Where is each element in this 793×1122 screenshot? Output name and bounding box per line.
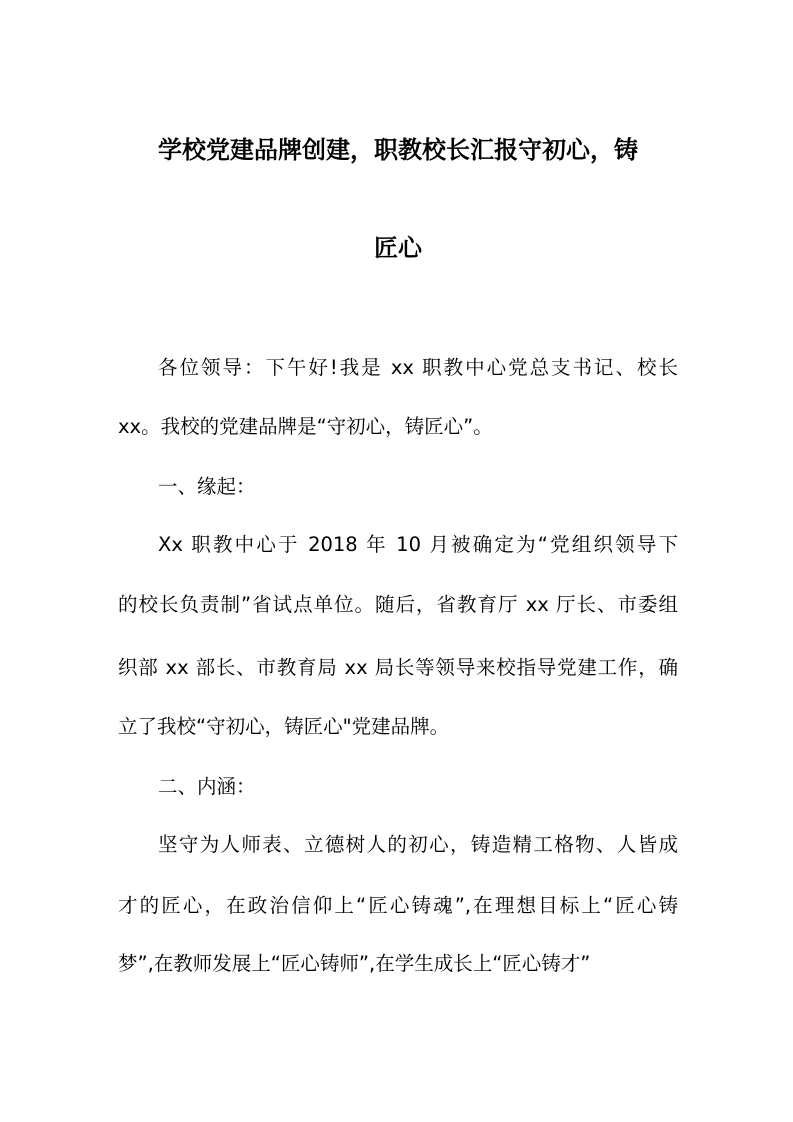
body-line: 梦”,在教师发展上“匠心铸师”,在学生成长上“匠心铸才” <box>118 952 591 975</box>
body-line: 才的匠心，在政治信仰上“匠心铸魂”,在理想目标上“匠心铸 <box>118 894 678 917</box>
body-line: 立了我校“守初心，铸匠心"党建品牌。 <box>118 715 450 738</box>
title-line-2: 匠心 <box>374 234 422 262</box>
title-line-1: 学校党建品牌创建，职教校长汇报守初心，铸 <box>158 136 638 164</box>
body-line: xx。我校的党建品牌是“守初心，铸匠心”。 <box>118 415 493 438</box>
body-line: 坚守为人师表、立德树人的初心，铸造精工格物、人皆成 <box>158 833 678 856</box>
body-line: 的校长负责制”省试点单位。随后，省教育厅 xx 厅长、市委组 <box>118 593 678 616</box>
body-line: 织部 xx 部长、市教育局 xx 局长等领导来校指导党建工作，确 <box>118 656 678 679</box>
section-heading: 一、缘起： <box>158 475 256 498</box>
body-line: 各位领导：下午好!我是 xx 职教中心党总支书记、校长 <box>158 356 678 379</box>
body-line: Xx 职教中心于 2018 年 10 月被确定为“党组织领导下 <box>158 533 678 556</box>
section-heading: 二、内涵： <box>158 775 256 798</box>
